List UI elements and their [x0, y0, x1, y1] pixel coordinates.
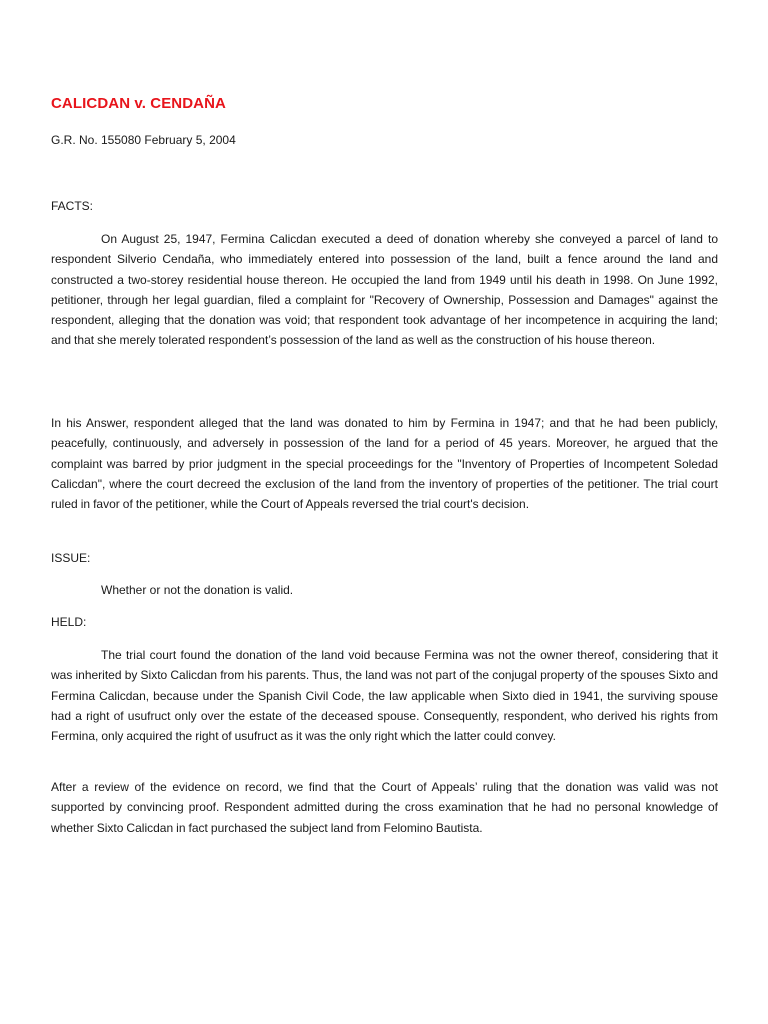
held-heading: HELD: — [51, 615, 87, 629]
facts-paragraph-1: On August 25, 1947, Fermina Calicdan executed a deed of donation whereby she conveyed a parcel of land to respondent Silverio Cendaña, who immediately entered into possession of the land, built a fence around the land and constructed a two-storey residential house thereon. He occupied the land from 1949 until his death in 1998. On June 1992, petitioner, through her legal guardian, filed a complaint for "Recovery of Ownership, Possession and Damages" against the respondent, alleging that the donation was void; that respondent took advantage of her incompetence in acquiring the land; and that she merely tolerated respondent’s possession of the land as well as the construction of his house thereon. — [51, 232, 718, 348]
case-citation: G.R. No. 155080 February 5, 2004 — [51, 133, 236, 147]
held-paragraph-1: The trial court found the donation of the land void because Fermina was not the owner thereof, considering that it was inherited by Sixto Calicdan from his parents. Thus, the land was not part of the conjugal property of the spouses Sixto and Fermina Calicdan, because under the Spanish Civil Code, the law applicable when Sixto died in 1941, the surviving spouse had a right of usufruct only over the estate of the deceased spouse. Consequently, respondent, who derived his rights from Fermina, only acquired the right of usufruct as it was the only right which the latter could convey. — [51, 648, 718, 744]
case-title: CALICDAN v. CENDAÑA — [51, 95, 226, 112]
facts-paragraph-2: In his Answer, respondent alleged that the land was donated to him by Fermina in 1947; and that he had been publicly, peacefully, continuously, and adversely in possession of the land for a period of 45 years. Moreover, he argued that the complaint was barred by prior judgment in the special proceedings for the "Inventory of Properties of Incompetent Soledad Calicdan", where the court decreed the exclusion of the land from the inventory of properties of the petitioner. The trial court ruled in favor of the petitioner, while the Court of Appeals reversed the trial court's decision. — [51, 416, 718, 512]
issue-text: Whether or not the donation is valid. — [101, 583, 294, 597]
issue-heading: ISSUE: — [51, 551, 91, 565]
facts-heading: FACTS: — [51, 199, 94, 213]
held-paragraph-2: After a review of the evidence on record, we find that the Court of Appeals’ ruling that the donation was valid was not supported by convincing proof. Respondent admitted during the cross examination that he had no personal knowledge of whether Sixto Calicdan in fact purchased the subject land from Felomino Bautista. — [51, 780, 718, 835]
